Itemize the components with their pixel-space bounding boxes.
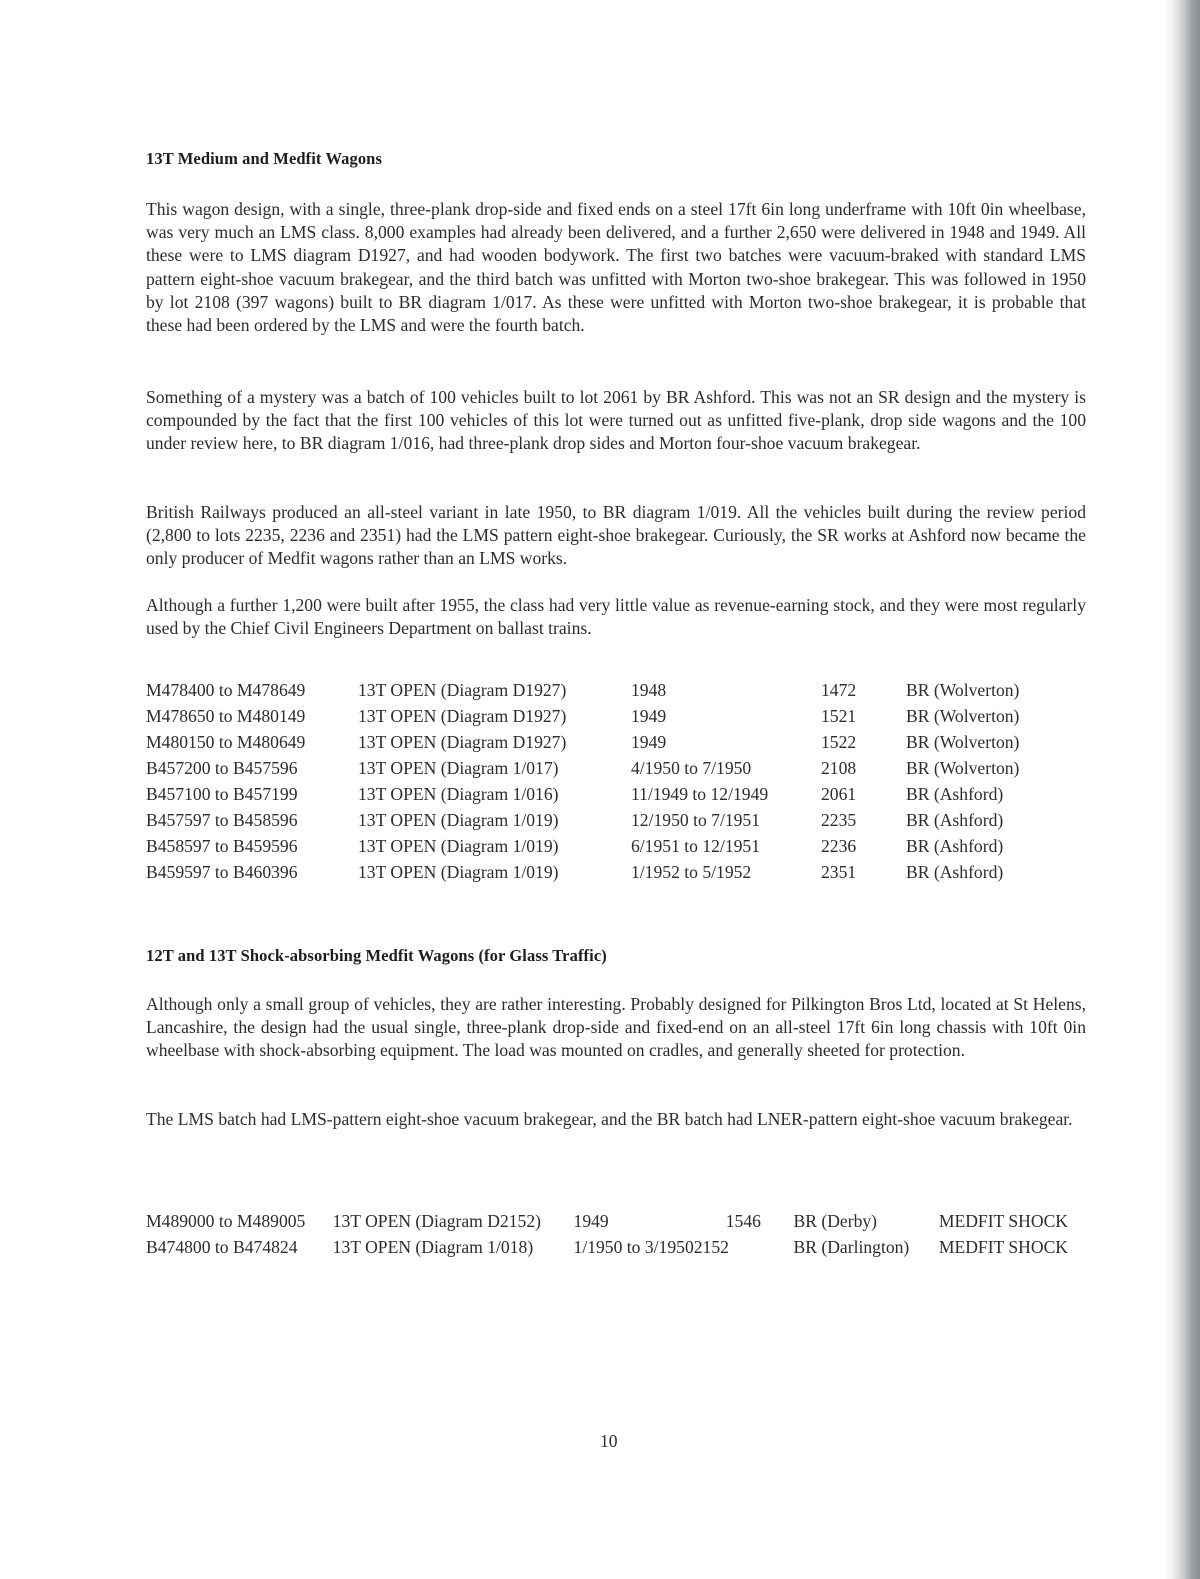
- lot-number: 2061: [821, 784, 857, 804]
- table-row: [146, 807, 1086, 833]
- page-number: 10: [600, 1431, 618, 1451]
- number-range: B457100 to B457199: [146, 784, 298, 804]
- paragraph: The LMS batch had LMS-pattern eight-shoe vacuum brakegear, and the BR batch had LNER-pattern eight-shoe vacuum brakegear.: [146, 1109, 1073, 1129]
- section-heading-shock-absorbing: 12T and 13T Shock-absorbing Medfit Wagons (for Glass Traffic): [146, 946, 607, 965]
- builder: BR (Wolverton): [906, 680, 1020, 701]
- wagon-code: MEDFIT SHOCK: [938, 1211, 1069, 1232]
- wagon-type: 13T OPEN (Diagram D1927): [358, 680, 567, 701]
- wagon-type: 13T OPEN (Diagram 1/018): [332, 1237, 534, 1258]
- number-range: M480150 to M480649: [146, 732, 306, 753]
- wagon-type: 13T OPEN (Diagram D2152): [332, 1211, 541, 1232]
- build-date: 1/1950 to 3/1950: [573, 1237, 694, 1258]
- lot-number: 1521: [821, 706, 857, 727]
- table-row: [146, 833, 1086, 859]
- build-date: 1949: [631, 706, 667, 727]
- table-row: [146, 1235, 1086, 1261]
- build-date: 1949: [573, 1211, 609, 1232]
- table-row: [146, 756, 1086, 782]
- lot-number: 2235: [821, 809, 857, 830]
- wagon-type: 13T OPEN (Diagram D1927): [358, 732, 567, 753]
- builder: BR (Wolverton): [906, 758, 1020, 779]
- table-row: [146, 1209, 1086, 1235]
- number-range: M478650 to M480149: [146, 706, 306, 727]
- paragraph: Although only a small group of vehicles, they are rather interesting. Probably designed for Pilkington Bros Ltd, located at St Helens, Lancashire, the design had the usual single, three-plank drop-side and fixed-end on an all-steel 17ft 6in long chassis with 10ft 0in wheelbase with shock-absorbing equipment. The load was mounted on cradles, and generally sheeted for protection.: [146, 994, 1086, 1061]
- build-date: 1948: [631, 680, 667, 701]
- build-date: 11/1949 to 12/1949: [631, 784, 769, 804]
- builder: BR (Ashford): [906, 809, 1004, 830]
- number-range: B457200 to B457596: [146, 758, 298, 779]
- wagon-code: MEDFIT SHOCK: [938, 1237, 1069, 1258]
- lot-number: 2236: [821, 835, 857, 856]
- number-range: B474800 to B474824: [146, 1237, 298, 1258]
- paragraph: Something of a mystery was a batch of 100 vehicles built to lot 2061 by BR Ashford. This was not an SR design and the mystery is compounded by the fact that the first 100 vehicles of this lot were turned out as unfitted five-plank, drop side wagons and the 100 under review here, to BR diagram 1/016, had three-plank drop sides and Morton four-shoe vacuum brakegear.: [146, 387, 1086, 454]
- number-range: M489000 to M489005: [146, 1211, 306, 1232]
- wagon-type: 13T OPEN (Diagram 1/019): [358, 861, 559, 882]
- scan-page-edge-shadow: [1164, 0, 1200, 1579]
- number-range: B458597 to B459596: [146, 835, 298, 856]
- paragraph: This wagon design, with a single, three-plank drop-side and fixed ends on a steel 17ft 6in long underframe with 10ft 0in wheelbase, was very much an LMS class. 8,000 examples had already been delivered, and a further 2,650 were delivered in 1948 and 1949. All these were to LMS diagram D1927, and had wooden bodywork. The first two batches were vacuum-braked with standard LMS pattern eight-shoe vacuum brakegear, and the third batch was unfitted with Morton two-shoe brakegear. This was followed in 1950 by lot 2108 (397 wagons) built to BR diagram 1/017. As these were unfitted with Morton two-shoe brakegear, it is probable that these had been ordered by the LMS and were the fourth batch.: [146, 199, 1086, 336]
- section-heading-medium-medfit: 13T Medium and Medfit Wagons: [146, 149, 382, 168]
- builder: BR (Wolverton): [906, 732, 1020, 753]
- builder: BR (Ashford): [906, 835, 1004, 856]
- wagon-type: 13T OPEN (Diagram 1/017): [358, 758, 559, 779]
- table-row: [146, 859, 1086, 885]
- wagon-type: 13T OPEN (Diagram 1/019): [358, 809, 559, 830]
- wagon-type: 13T OPEN (Diagram 1/019): [358, 835, 559, 856]
- number-range: B457597 to B458596: [146, 809, 298, 830]
- builder: BR (Darlington): [793, 1237, 910, 1258]
- lot-number: 1522: [821, 732, 857, 753]
- build-date: 1949: [631, 732, 667, 753]
- build-date: 1/1952 to 5/1952: [631, 861, 752, 882]
- build-date: 12/1950 to 7/1951: [631, 809, 761, 830]
- lot-number: 2152: [693, 1237, 729, 1258]
- table-row: [146, 730, 1086, 756]
- wagon-type: 13T OPEN (Diagram 1/016): [358, 784, 559, 804]
- lot-number: 1472: [821, 680, 857, 701]
- number-range: M478400 to M478649: [146, 680, 306, 701]
- wagon-type: 13T OPEN (Diagram D1927): [358, 706, 567, 727]
- paragraph: British Railways produced an all-steel variant in late 1950, to BR diagram 1/019. All the vehicles built during the review period (2,800 to lots 2235, 2236 and 2351) had the LMS pattern eight-shoe brakegear. Curiously, the SR works at Ashford now became the only producer of Medfit wagons rather than an LMS works.: [146, 502, 1086, 569]
- build-date: 6/1951 to 12/1951: [631, 835, 761, 856]
- builder: BR (Ashford): [906, 784, 1004, 804]
- lot-number: 1546: [725, 1211, 761, 1232]
- lot-number: 2351: [821, 861, 857, 882]
- wagon-lots-table: [146, 678, 1086, 885]
- builder: BR (Ashford): [906, 861, 1004, 882]
- shock-wagon-lots-table: [146, 1209, 1086, 1261]
- table-row: [146, 678, 1086, 704]
- table-row: [146, 782, 1086, 808]
- builder: BR (Wolverton): [906, 706, 1020, 727]
- build-date: 4/1950 to 7/1950: [631, 758, 752, 779]
- builder: BR (Derby): [793, 1211, 878, 1232]
- paragraph: Although a further 1,200 were built after 1955, the class had very little value as revenue-earning stock, and they were most regularly used by the Chief Civil Engineers Department on ballast trains.: [146, 595, 1086, 639]
- number-range: B459597 to B460396: [146, 861, 298, 882]
- lot-number: 2108: [821, 758, 857, 779]
- table-row: [146, 704, 1086, 730]
